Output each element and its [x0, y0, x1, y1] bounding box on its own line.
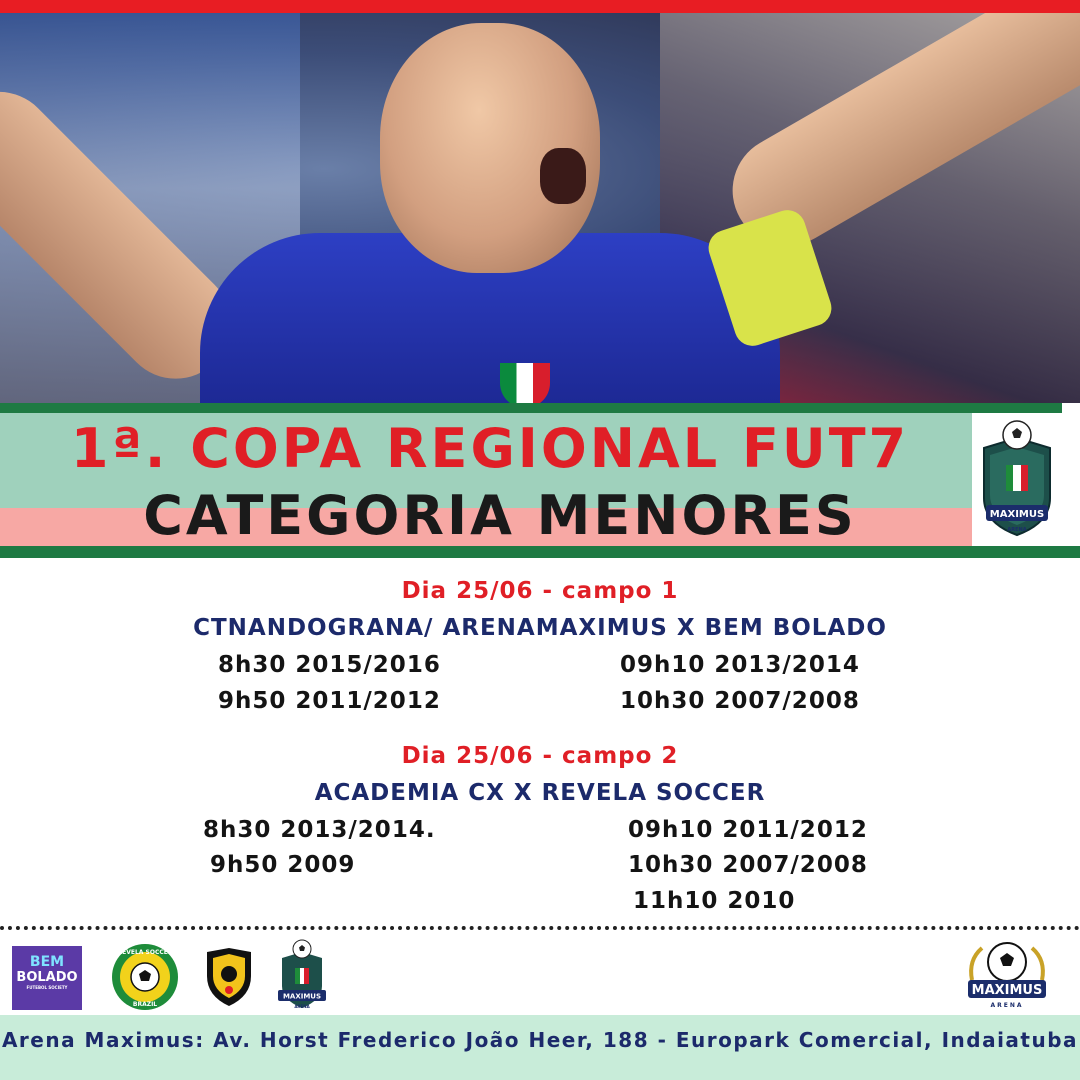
academia-cx-logo [203, 946, 255, 1008]
footer-address: Arena Maximus: Av. Horst Frederico João Heer, 188 - Europark Comercial, Indaiatuba [1, 1028, 1079, 1052]
field2-game: 8h30 2013/2014. [203, 817, 436, 843]
bem-bolado-line2: BOLADO [16, 970, 78, 985]
bem-bolado-sub: FUTEBOL SOCIETY [26, 985, 68, 990]
revela-soccer-logo [110, 942, 180, 1012]
revela-top-text: REVELA SOCCER [117, 949, 173, 956]
field1-game: 8h30 2015/2016 [218, 652, 441, 678]
field1-match: CTNANDOGRANA/ ARENAMAXIMUS X BEM BOLADO [193, 615, 887, 641]
top-red-bar [0, 0, 1080, 13]
field2-match: ACADEMIA CX X REVELA SOCCER [314, 780, 766, 806]
field1-game: 09h10 2013/2014 [620, 652, 860, 678]
category-title: CATEGORIA MENORES [143, 484, 857, 547]
bem-bolado-logo [12, 946, 82, 1010]
field1-game: 10h30 2007/2008 [620, 688, 860, 714]
field2-game: 09h10 2011/2012 [628, 817, 868, 843]
green-stripe-top [0, 403, 1062, 413]
maximus-right-sub: ARENA [990, 1002, 1024, 1009]
field2-game: 9h50 2009 [210, 852, 356, 878]
academia-shield-icon [203, 946, 255, 1008]
maximus-right-logo [964, 940, 1050, 1010]
revela-bottom-text: BRAZIL [132, 1001, 158, 1008]
field1-game: 9h50 2011/2012 [218, 688, 441, 714]
maximus-small-name: MAXIMUS [282, 992, 322, 1001]
maximus-right-name: MAXIMUS [971, 983, 1043, 998]
maximus-small-shield-icon [276, 938, 328, 1012]
italy-crest-icon [500, 363, 550, 403]
maximus-logo-sub: ARENA [1007, 527, 1027, 533]
field2-heading: Dia 25/06 - campo 2 [401, 743, 679, 769]
tournament-title: 1ª. COPA REGIONAL FUT7 [70, 417, 910, 480]
hero-photo [0, 13, 1080, 403]
field2-game: 11h10 2010 [633, 888, 796, 914]
green-stripe-bottom [0, 546, 1080, 558]
maximus-small-sub: ARENA [294, 1004, 310, 1009]
field2-game: 10h30 2007/2008 [628, 852, 868, 878]
maximus-right-ball-icon [964, 940, 1050, 1010]
player-mouth [540, 148, 586, 204]
maximus-small-logo [276, 938, 328, 1012]
maximus-logo-name: MAXIMUS [989, 509, 1045, 520]
field1-heading: Dia 25/06 - campo 1 [401, 578, 679, 604]
bem-bolado-line1: BEM [29, 954, 65, 970]
revela-soccer-badge-icon [110, 942, 180, 1012]
dotted-divider [0, 926, 1080, 930]
